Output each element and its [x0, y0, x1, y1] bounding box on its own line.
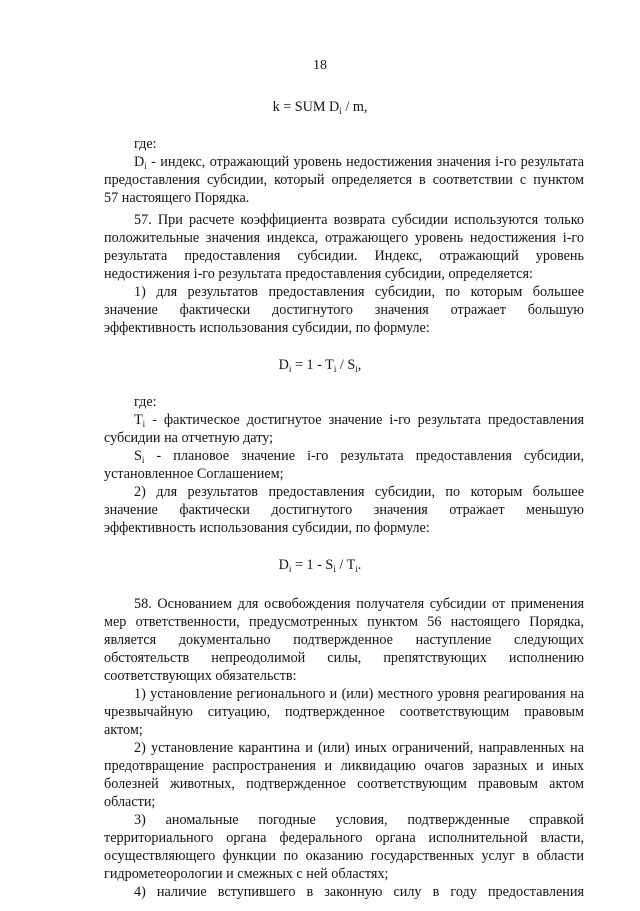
- si-definition: $S_i$ - плановое значение i-го результата предоставления субсидии,: [134, 448, 584, 465]
- formula-1: $D_i = 1 - T_i / S_i$,: [278, 357, 362, 374]
- item-2: эффективность использования субсидии, по формуле:: [104, 520, 430, 536]
- si-definition: установленное Соглашением;: [104, 466, 284, 482]
- paragraph-58: мер ответственности, предусмотренных пунктом 56 настоящего Порядка,: [104, 614, 584, 630]
- where-label: где:: [134, 136, 157, 152]
- ti-definition: субсидии на отчетную дату;: [104, 430, 274, 446]
- condition-3: территориального органа федерального органа исполнительной власти,: [104, 830, 584, 846]
- paragraph-57: 57. При расчете коэффициента возврата субсидии используются только: [134, 212, 584, 228]
- paragraph-58: 58. Основанием для освобождения получателя субсидии от применения: [134, 596, 584, 612]
- condition-3: гидрометеорологии и смежных с ней областях;: [104, 866, 389, 882]
- condition-2: 2) установление карантина и (или) иных ограничений, направленных на: [134, 740, 584, 756]
- di-definition: $D_i$ - индекс, отражающий уровень недостижения значения i-го результата: [134, 154, 584, 171]
- condition-2: области;: [104, 794, 156, 810]
- formula-k: k = SUM $D_i$ / m,: [272, 99, 368, 116]
- condition-1: актом;: [104, 722, 143, 738]
- where-label: где:: [134, 394, 157, 410]
- ti-definition: $T_i$ - фактическое достигнутое значение i-го результата предоставления: [134, 412, 584, 429]
- paragraph-57: положительные значения индекса, отражающего уровень недостижения i-го: [104, 230, 584, 246]
- condition-1: 1) установление регионального и (или) местного уровня реагирования на: [134, 686, 584, 702]
- item-1: значение фактически достигнутого значения отражает большую: [104, 302, 584, 318]
- di-definition: предоставления субсидии, который определяется в соответствии с пунктом: [104, 172, 584, 188]
- paragraph-58: соответствующих обязательств:: [104, 668, 297, 684]
- formula-2: $D_i = 1 - S_i / T_i$.: [278, 557, 362, 574]
- paragraph-58: обстоятельств непреодолимой силы, препятствующих исполнению: [104, 650, 584, 666]
- condition-2: болезней животных, подтвержденное соответствующим правовым актом: [104, 776, 584, 792]
- condition-1: чрезвычайную ситуацию, подтвержденное соответствующим правовым: [104, 704, 584, 720]
- paragraph-57: результата предоставления субсидии. Индекс, отражающий уровень: [104, 248, 584, 264]
- page-number: 18: [313, 58, 327, 73]
- condition-2: предотвращение распространения и ликвидацию очагов заразных и иных: [104, 758, 584, 774]
- item-1: эффективность использования субсидии, по формуле:: [104, 320, 430, 336]
- condition-3: 3) аномальные погодные условия, подтвержденные справкой: [134, 812, 584, 828]
- paragraph-58: является документально подтвержденное наступление следующих: [104, 632, 584, 648]
- paragraph-57: недостижения i-го результата предоставления субсидии, определяется:: [104, 266, 533, 282]
- condition-4: 4) наличие вступившего в законную силу в году предоставления: [134, 884, 584, 900]
- item-2: 2) для результатов предоставления субсидии, по которым большее: [134, 484, 584, 500]
- condition-3: осуществляющего функции по оказанию государственных услуг в области: [104, 848, 584, 864]
- item-1: 1) для результатов предоставления субсидии, по которым большее: [134, 284, 584, 300]
- di-definition: 57 настоящего Порядка.: [104, 190, 250, 206]
- item-2: значение фактически достигнутого значения отражает меньшую: [104, 502, 584, 518]
